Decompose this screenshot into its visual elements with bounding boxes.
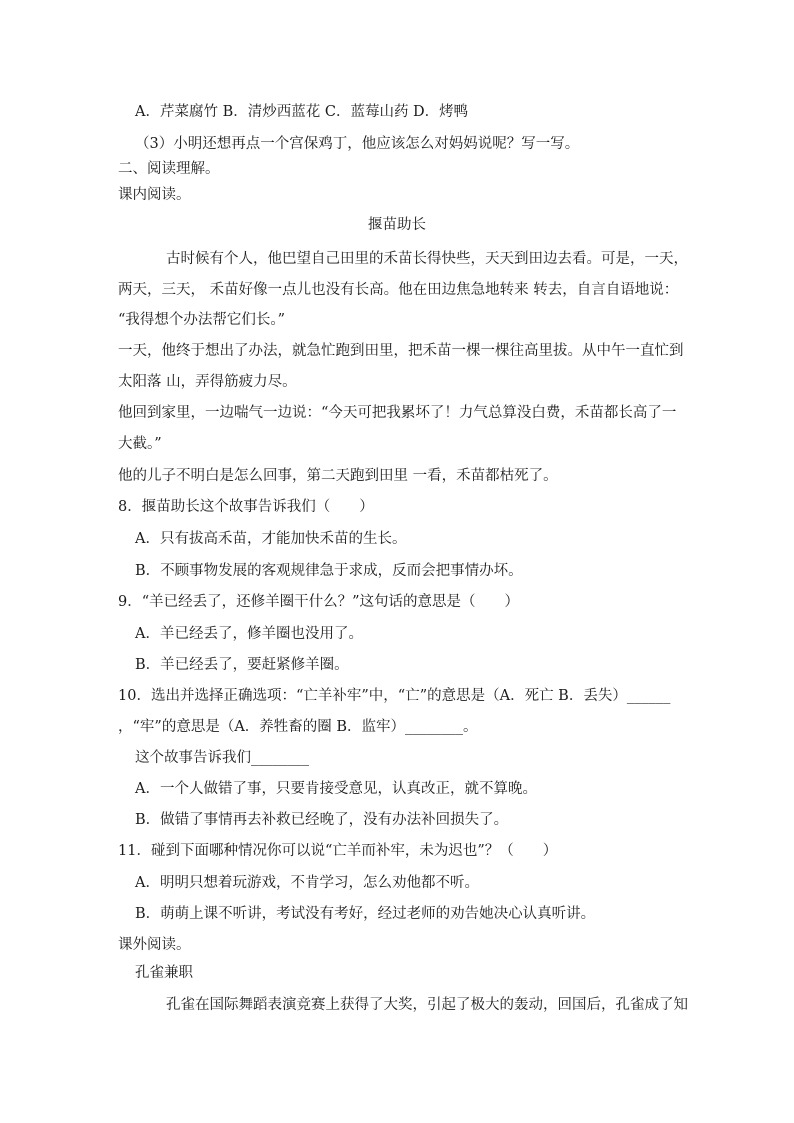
question-11: 11．碰到下面哪种情况你可以说“亡羊而补牢，未为迟也”？（ ） [118,843,558,859]
passage-paragraph: 孔雀在国际舞蹈表演竞赛上获得了大奖，引起了极大的轰动，回国后，孔雀成了知 [166,997,688,1013]
question-10: 10．选出并选择正确选项：“亡羊补牢”中，“亡”的意思是（A．死亡 B．丢失）______ [118,688,671,704]
option-b: B．做错了事情再去补救已经晚了，没有办法补回损失了。 [135,812,509,828]
subsection-extra-reading: 课外阅读。 [118,937,191,953]
passage-paragraph: 太阳落 山，弄得筋疲力尽。 [118,374,297,390]
option-a: A．羊已经丢了，修羊圈也没用了。 [135,626,363,642]
option-a: A．只有拔高禾苗，才能加快禾苗的生长。 [135,531,407,547]
option-b: B．不顾事物发展的客观规律急于求成，反而会把事情办坏。 [135,563,523,579]
passage-paragraph: 两天，三天， 禾苗好像一点儿也没有长高。他在田边焦急地转来 转去，自言自语地说： [118,282,679,298]
passage-paragraph: 一天，他终于想出了办法，就急忙跑到田里，把禾苗一棵一棵往高里拔。从中午一直忙到 [118,343,684,359]
section-heading-reading: 二、阅读理解。 [118,161,220,177]
option-b: B．萌萌上课不听讲，考试没有考好，经过老师的劝告她决心认真听讲。 [135,906,596,922]
option-a: A．一个人做错了事，只要肯接受意见，认真改正，就不算晚。 [135,781,537,797]
passage-title: 揠苗助长 [368,217,426,233]
passage-paragraph: 他的儿子不明白是怎么回事，第二天跑到田里 一看，禾苗都枯死了。 [118,468,558,484]
passage-paragraph: 古时候有个人，他巴望自己田里的禾苗长得快些，天天到田边去看。可是，一天， [166,251,688,267]
option-a: A．明明只想着玩游戏，不肯学习，怎么劝他都不听。 [135,875,479,891]
passage-paragraph: 他回到家里，一边喘气一边说：“今天可把我累坏了！力气总算没白费，禾苗都长高了一 [118,405,677,421]
question-10-lesson: 这个故事告诉我们________ [135,750,309,766]
options-line: A．芹菜腐竹 B．清炒西蓝花 C．蓝莓山药 D．烤鸭 [135,104,469,120]
question-8: 8．揠苗助长这个故事告诉我们（ ） [118,499,374,515]
question-9: 9．“羊已经丢了，还修羊圈干什么？”这句话的意思是（ ） [118,594,520,610]
passage-paragraph: “我得想个办法帮它们长。” [118,312,286,328]
option-b: B．羊已经丢了，要赶紧修羊圈。 [135,657,349,673]
subsection-in-class-reading: 课内阅读。 [118,187,191,203]
question-10-cont: ，“牢”的意思是（A．养牲畜的圈 B．监牢）________。 [118,719,478,735]
passage-title: 孔雀兼职 [135,965,193,981]
question-3: （3）小明还想再点一个宫保鸡丁，他应该怎么对妈妈说呢？写一写。 [135,136,580,152]
passage-paragraph: 大截。” [118,436,162,452]
